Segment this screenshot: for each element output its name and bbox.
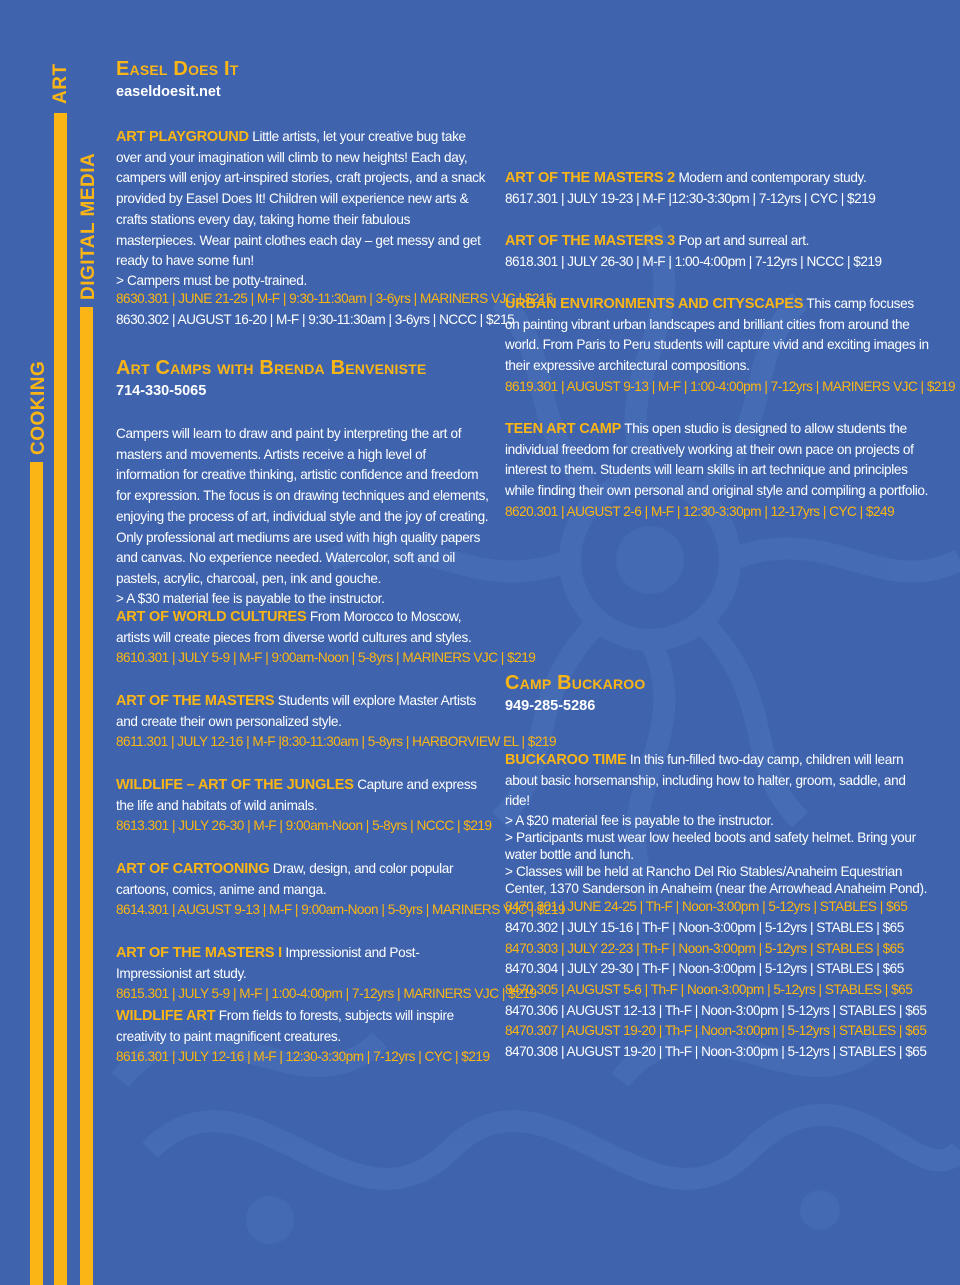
brenda-intro	[116, 424, 491, 607]
camp-buckaroo-time	[505, 750, 930, 1063]
camp-wildlife-art	[116, 1006, 491, 1068]
camp-title: BUCKAROO TIME	[505, 752, 627, 768]
camp-urban-environments	[505, 294, 956, 398]
camp-title: ART OF WORLD CULTURES	[116, 609, 307, 625]
camp-note: > Campers must be potty-trained.	[116, 272, 307, 288]
camp-masters-1	[116, 943, 537, 1005]
session-line: 8617.301 | JULY 19-23 | M-F |12:30-3:30pm | 7-12yrs | CYC | $219	[505, 190, 876, 206]
session-line: 8470.301 | JUNE 24-25 | Th-F | Noon-3:00pm | 5-12yrs | STABLES | $65	[505, 899, 908, 915]
camp-description: This camp focuses on painting vibrant urban landscapes and brilliant cities from around the world. From Paris to Peru students will capture vivid and exciting images in their expressive architectural compositions.	[505, 296, 929, 374]
camp-note: > A $30 material fee is payable to the instructor.	[116, 590, 385, 606]
session-line: 8611.301 | JULY 12-16 | M-F |8:30-11:30am | 5-8yrs | HARBORVIEW EL | $219	[116, 734, 557, 750]
vendor-name: Camp Buckaroo	[505, 672, 646, 694]
session-line: 8470.304 | JULY 29-30 | Th-F | Noon-3:00pm | 5-12yrs | STABLES | $65	[505, 961, 904, 977]
camp-title: TEEN ART CAMP	[505, 421, 622, 437]
vendor-name: Art Camps with Brenda Benveniste	[116, 357, 427, 379]
camp-masters-3	[505, 231, 930, 272]
camp-description: From Morocco to Moscow, artists will create pieces from diverse world cultures and styles.	[116, 609, 472, 645]
camp-title: URBAN ENVIRONMENTS AND CITYSCAPES	[505, 296, 804, 312]
session-line: 8620.301 | AUGUST 2-6 | M-F | 12:30-3:30pm | 12-17yrs | CYC | $249	[505, 503, 895, 519]
camp-title: ART OF CARTOONING	[116, 861, 270, 877]
camp-world-cultures	[116, 607, 536, 669]
session-line: 8610.301 | JULY 5-9 | M-F | 9:00am-Noon | 5-8yrs | MARINERS VJC | $219	[116, 650, 536, 666]
session-line: 8470.307 | AUGUST 19-20 | Th-F | Noon-3:00pm | 5-12yrs | STABLES | $65	[505, 1023, 927, 1039]
camp-title: WILDLIFE – ART OF THE JUNGLES	[116, 777, 354, 793]
camp-description: Little artists, let your creative bug take over and your imagination will climb to new heights! Each day, campers will enjoy art-inspired stories, craft projects, and a snack provided by Easel Does It! Children will experience new arts & crafts stations every day, taking home their fabulous masterpieces. Wear paint clothes each day – get messy and get ready to have some fun!	[116, 129, 486, 269]
session-line: 8470.305 | AUGUST 5-6 | Th-F | Noon-3:00pm | 5-12yrs | STABLES | $65	[505, 981, 913, 997]
camp-description: This open studio is designed to allow students the individual freedom for creatively working at their own pace on projects of interest to them. Students will learn skills in art technique and principles while finding their own personal and original style and compiling a portfolio.	[505, 421, 929, 499]
camp-description: Students will explore Master Artists and create their own personalized style.	[116, 693, 476, 729]
camp-description: Draw, design, and color popular cartoons, comics, anime and manga.	[116, 861, 454, 897]
camp-masters-2	[505, 168, 930, 209]
vendor-phone: 949-285-5286	[505, 698, 596, 714]
digital-media-tab-bar[interactable]	[80, 307, 93, 1285]
session-line: 8470.303 | JULY 22-23 | Th-F | Noon-3:00pm | 5-12yrs | STABLES | $65	[505, 940, 904, 956]
vendor-website[interactable]: easeldoesit.net	[116, 84, 221, 100]
camp-title: ART OF THE MASTERS 2	[505, 170, 676, 186]
camp-note: > A $20 material fee is payable to the instructor.	[505, 813, 774, 829]
session-line: 8618.301 | JULY 26-30 | M-F | 1:00-4:00pm | 7-12yrs | NCCC | $219	[505, 253, 882, 269]
camp-description: Pop art and surreal art.	[678, 233, 810, 248]
easel-vendor-header	[116, 58, 491, 102]
art-tab-bar[interactable]	[54, 113, 67, 1285]
camp-description: In this fun-filled two-day camp, children will learn about basic horsemanship, including how to halter, groom, saddle, and ride!	[505, 752, 906, 809]
camp-description: From fields to forests, subjects will inspire creativity to paint magnificent creatures.	[116, 1008, 454, 1044]
camp-description: Impressionist and Post-Impressionist art study.	[116, 945, 420, 981]
vendor-phone: 714-330-5065	[116, 383, 207, 399]
digital-media-tab-label[interactable]: DIGITAL MEDIA	[78, 152, 99, 300]
session-line: 8470.302 | JULY 15-16 | Th-F | Noon-3:00pm | 5-12yrs | STABLES | $65	[505, 919, 904, 935]
camp-description: Capture and express the life and habitats of wild animals.	[116, 777, 477, 813]
camp-title: ART OF THE MASTERS	[116, 693, 275, 709]
camp-teen-art	[505, 419, 930, 523]
session-line: 8470.306 | AUGUST 12-13 | Th-F | Noon-3:00pm | 5-12yrs | STABLES | $65	[505, 1002, 927, 1018]
camp-wildlife-jungles	[116, 775, 491, 837]
vendor-intro: Campers will learn to draw and paint by interpreting the art of masters and movements. Artists receive a high level of information for creative thinking, artistic confidence and freedom for expression. The focus is on drawing techniques and elements, enjoying the process of art, individual style and the joy of creating. Only professional art mediums are used with high quality papers and canvas. No experience needed. Watercolor, soft and oil pastels, acrylic, charcoal, pen, ink and gouche.	[116, 426, 489, 586]
session-line: 8616.301 | JULY 12-16 | M-F | 12:30-3:30pm | 7-12yrs | CYC | $219	[116, 1049, 490, 1065]
camp-art-playground	[116, 127, 553, 330]
vendor-name: Easel Does It	[116, 58, 239, 80]
camp-note: > Participants must wear low heeled boots and safety helmet. Bring your water bottle and lunch.	[505, 830, 916, 863]
brenda-vendor-header	[116, 357, 491, 401]
session-line: 8619.301 | AUGUST 9-13 | M-F | 1:00-4:00pm | 7-12yrs | MARINERS VJC | $219	[505, 378, 956, 394]
session-line: 8630.302 | AUGUST 16-20 | M-F | 9:30-11:30am | 3-6yrs | NCCC | $215	[116, 311, 515, 327]
camp-note: > Classes will be held at Rancho Del Rio Stables/Anaheim Equestrian Center, 1370 Sanderson in Anaheim (near the Arrowhead Anaheim Pond).	[505, 864, 928, 897]
art-tab-label[interactable]: ART	[50, 63, 71, 104]
camp-title: WILDLIFE ART	[116, 1008, 216, 1024]
session-line: 8613.301 | JULY 26-30 | M-F | 9:00am-Noon | 5-8yrs | NCCC | $219	[116, 818, 492, 834]
session-line: 8614.301 | AUGUST 9-13 | M-F | 9:00am-Noon | 5-8yrs | MARINERS VJC | $219	[116, 902, 566, 918]
camp-title: ART OF THE MASTERS I	[116, 945, 282, 961]
camp-description: Modern and contemporary study.	[678, 170, 867, 185]
camp-title: ART OF THE MASTERS 3	[505, 233, 676, 249]
session-line: 8630.301 | JUNE 21-25 | M-F | 9:30-11:30am | 3-6yrs | MARINERS VJC | $215	[116, 290, 553, 306]
cooking-tab-bar[interactable]	[30, 462, 43, 1285]
session-line: 8470.308 | AUGUST 19-20 | Th-F | Noon-3:00pm | 5-12yrs | STABLES | $65	[505, 1044, 927, 1060]
camp-title: ART PLAYGROUND	[116, 129, 249, 145]
session-line: 8615.301 | JULY 5-9 | M-F | 1:00-4:00pm | 7-12yrs | MARINERS VJC | $219	[116, 986, 537, 1002]
camp-cartooning	[116, 859, 566, 921]
buckaroo-vendor-header	[505, 672, 930, 716]
cooking-tab-label[interactable]: COOKING	[28, 360, 49, 455]
